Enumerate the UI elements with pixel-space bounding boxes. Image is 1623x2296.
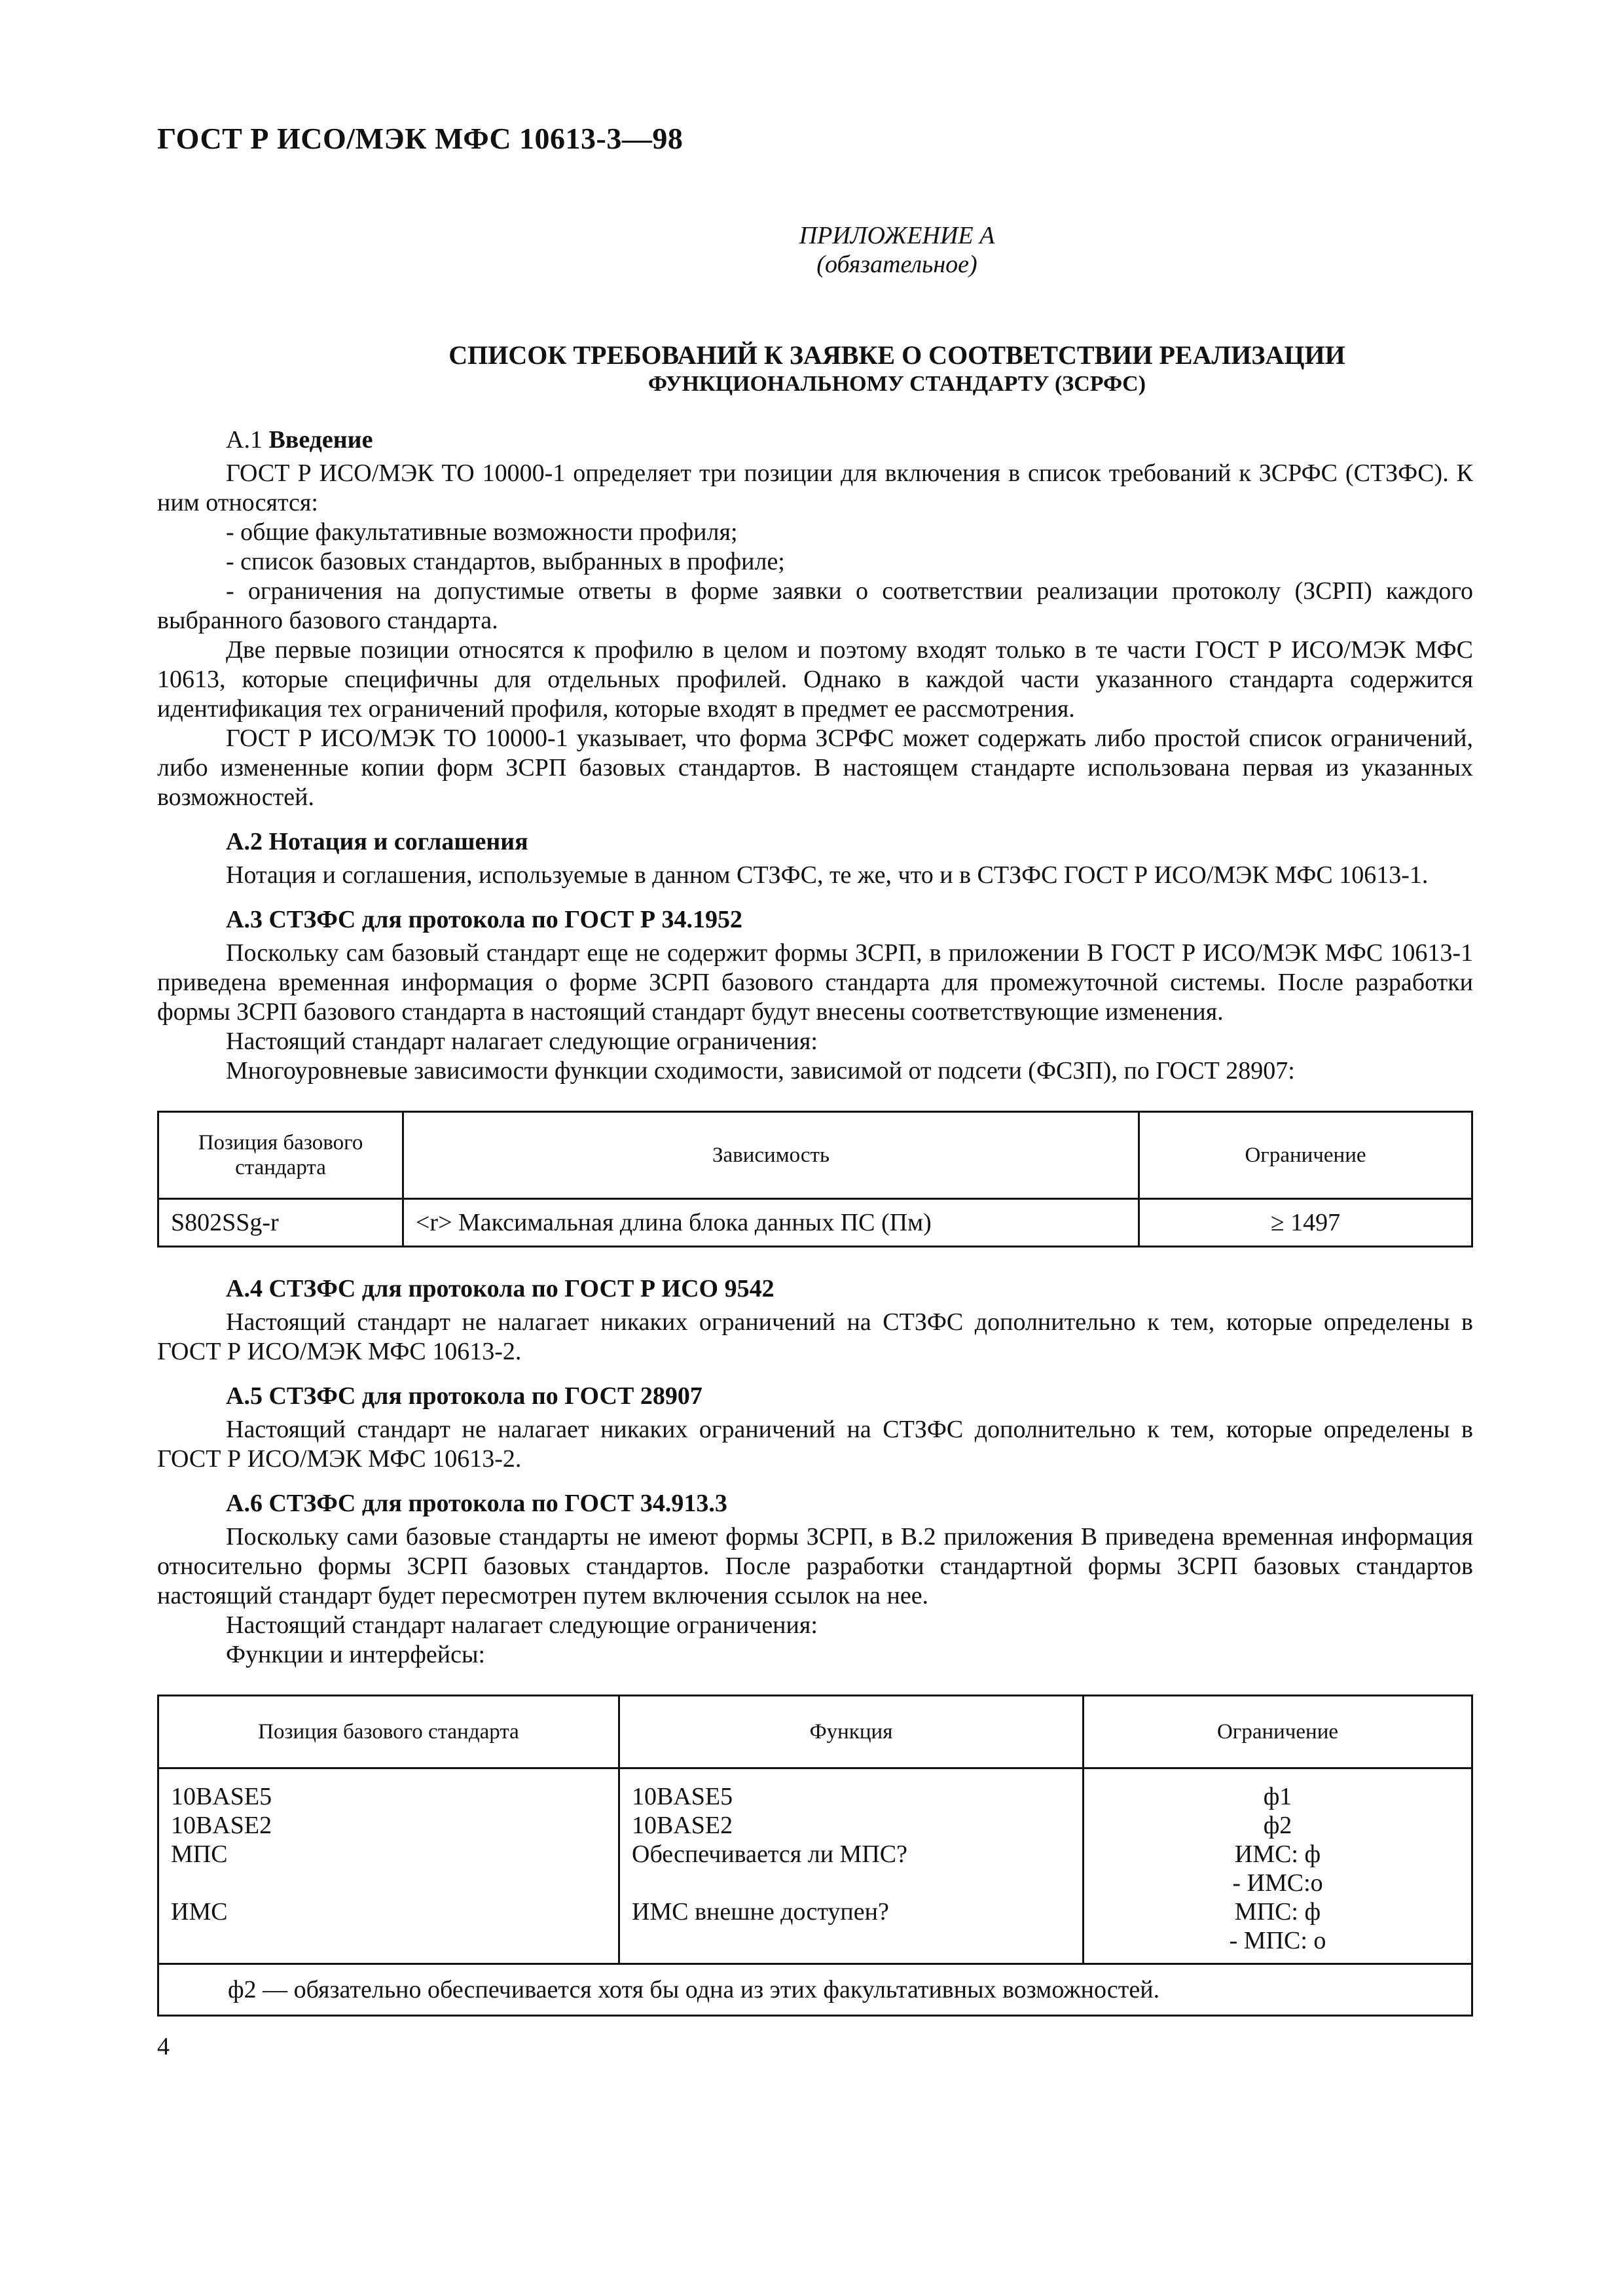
section-title: СТЗФС для протокола по ГОСТ 28907 [268,1382,702,1410]
dependency-table [157,1111,1473,1247]
paragraph: ГОСТ Р ИСО/МЭК ТО 10000-1 указывает, что форма ЗСРФС может содержать либо простой список ограничений, либо измененные копии форм ЗСРП базовых стандартов. В настоящем стандарте использована первая из указанных возможностей. [157,725,1473,811]
paragraph: Две первые позиции относятся к профилю в целом и поэтому входят только в те части ГОСТ Р ИСО/МЭК МФС 10613, которые специфичны для отдельных профилей. Однако в каждой части указанного стандарта содержится идентификация тех ограничений профиля, которые входят в предмет ее рассмотрения. [157,636,1473,723]
main-title-line1: СПИСОК ТРЕБОВАНИЙ К ЗАЯВКЕ О СООТВЕТСТВИИ РЕАЛИЗАЦИИ [448,340,1345,370]
table-cell: ≥ 1497 [1139,1199,1472,1247]
paragraph: Настоящий стандарт налагает следующие ограничения: [226,1611,818,1639]
table-cell: S802SSg-r [158,1199,403,1247]
table-header: Позиция базового стандарта [158,1696,619,1768]
section-a4-heading [157,1274,1473,1304]
cell-line: Обеспечивается ли МПС? [632,1840,907,1868]
table-header: Зависимость [403,1112,1139,1199]
section-title: СТЗФС для протокола по ГОСТ 34.913.3 [268,1490,727,1517]
section-a6-heading [157,1488,1473,1518]
cell-line: 10BASE2 [632,1812,733,1839]
table-cell: <r> Максимальная длина блока данных ПС (Пм) [403,1199,1139,1247]
main-title [321,341,1473,399]
main-title-line2: ФУНКЦИОНАЛЬНОМУ СТАНДАРТУ (ЗСРФС) [647,372,1146,396]
table-row [158,1768,1472,1964]
functions-table [157,1695,1473,2017]
table-header: Функция [619,1696,1084,1768]
section-number: А.1 [226,426,263,454]
section-number: А.5 [226,1382,263,1410]
paragraph: Настоящий стандарт не налагает никаких ограничений на СТЗФС дополнительно к тем, которые определены в ГОСТ Р ИСО/МЭК МФС 10613-2. [157,1416,1473,1473]
section-title: Нотация и соглашения [268,828,528,855]
paragraph: Настоящий стандарт налагает следующие ограничения: [226,1028,818,1055]
section-number: А.2 [226,828,263,855]
annex-heading [321,221,1473,279]
section-number: А.6 [226,1490,263,1517]
cell-line: ф1 [1263,1783,1292,1810]
cell-line: МПС [171,1840,228,1868]
table-header: Ограничение [1084,1696,1472,1768]
section-a3-heading [157,905,1473,935]
list-item: - ограничения на допустимые ответы в форме заявки о соответствии реализации протоколу (ЗСРП) каждого выбранного базового стандарта. [157,577,1473,634]
table-row [158,1199,1472,1247]
list-item: - список базовых стандартов, выбранных в профиле; [226,548,785,575]
cell-line [632,1869,1070,1897]
table-header-row [158,1696,1472,1768]
cell-line: ИМС [171,1898,228,1926]
cell-line: МПС: ф [1234,1898,1321,1926]
cell-line: - ИМС:о [1232,1869,1323,1897]
section-number: А.3 [226,906,263,933]
cell-line: 10BASE2 [171,1812,272,1839]
paragraph: ГОСТ Р ИСО/МЭК ТО 10000-1 определяет три позиции для включения в список требований к ЗСРФС (СТЗФС). К ним относятся: [157,459,1473,516]
paragraph: Функции и интерфейсы: [226,1641,486,1668]
page-number: 4 [157,2033,170,2060]
table-cell [1084,1768,1472,1964]
section-a1-heading [157,425,1473,455]
section-title: Введение [268,426,373,454]
annex-title: ПРИЛОЖЕНИЕ А [799,222,995,249]
section-title: СТЗФС для протокола по ГОСТ Р ИСО 9542 [268,1275,775,1302]
section-a5-heading [157,1381,1473,1411]
cell-line: 10BASE5 [632,1783,733,1810]
paragraph: Настоящий стандарт не налагает никаких ограничений на СТЗФС дополнительно к тем, которые определены в ГОСТ Р ИСО/МЭК МФС 10613-2. [157,1308,1473,1365]
annex-status: (обязательное) [816,251,977,278]
section-title: СТЗФС для протокола по ГОСТ Р 34.1952 [268,906,743,933]
cell-line [171,1869,606,1897]
paragraph: Поскольку сами базовые стандарты не имеют формы ЗСРП, в В.2 приложения В приведена временная информация относительно формы ЗСРП базовых стандартов. После разработки стандартной формы ЗСРП базовых стандартов настоящий стандарт будет пересмотрен путем включения ссылок на нее. [157,1523,1473,1609]
table-cell [619,1768,1084,1964]
table-note-row [158,1964,1472,2016]
paragraph: Нотация и соглашения, используемые в данном СТЗФС, те же, что и в СТЗФС ГОСТ Р ИСО/МЭК МФС 10613-1. [226,861,1429,889]
table-note: ф2 — обязательно обеспечивается хотя бы одна из этих факультативных возможностей. [158,1964,1472,2016]
document-page [157,121,1473,2017]
table-cell [158,1768,619,1964]
cell-line: ИМС внешне доступен? [632,1898,889,1926]
document-id: ГОСТ Р ИСО/МЭК МФС 10613-3—98 [157,122,684,155]
paragraph: Многоуровневые зависимости функции сходимости, зависимой от подсети (ФСЗП), по ГОСТ 28907: [226,1057,1295,1085]
cell-line: - МПС: о [1229,1927,1326,1954]
section-a2-heading [157,827,1473,857]
section-number: А.4 [226,1275,263,1302]
table-header-row [158,1112,1472,1199]
table-header: Ограничение [1139,1112,1472,1199]
list-item: - общие факультативные возможности профиля; [226,518,738,546]
cell-line: ИМС: ф [1234,1840,1321,1868]
paragraph: Поскольку сам базовый стандарт еще не содержит формы ЗСРП, в приложении В ГОСТ Р ИСО/МЭК МФС 10613-1 приведена временная информация о форме ЗСРП базового стандарта для промежуточной системы. После разработки формы ЗСРП базового стандарта в настоящий стандарт будут внесены соответствующие изменения. [157,939,1473,1026]
table-header: Позиция базового стандарта [158,1112,403,1199]
cell-line: ф2 [1263,1812,1292,1839]
cell-line: 10BASE5 [171,1783,272,1810]
